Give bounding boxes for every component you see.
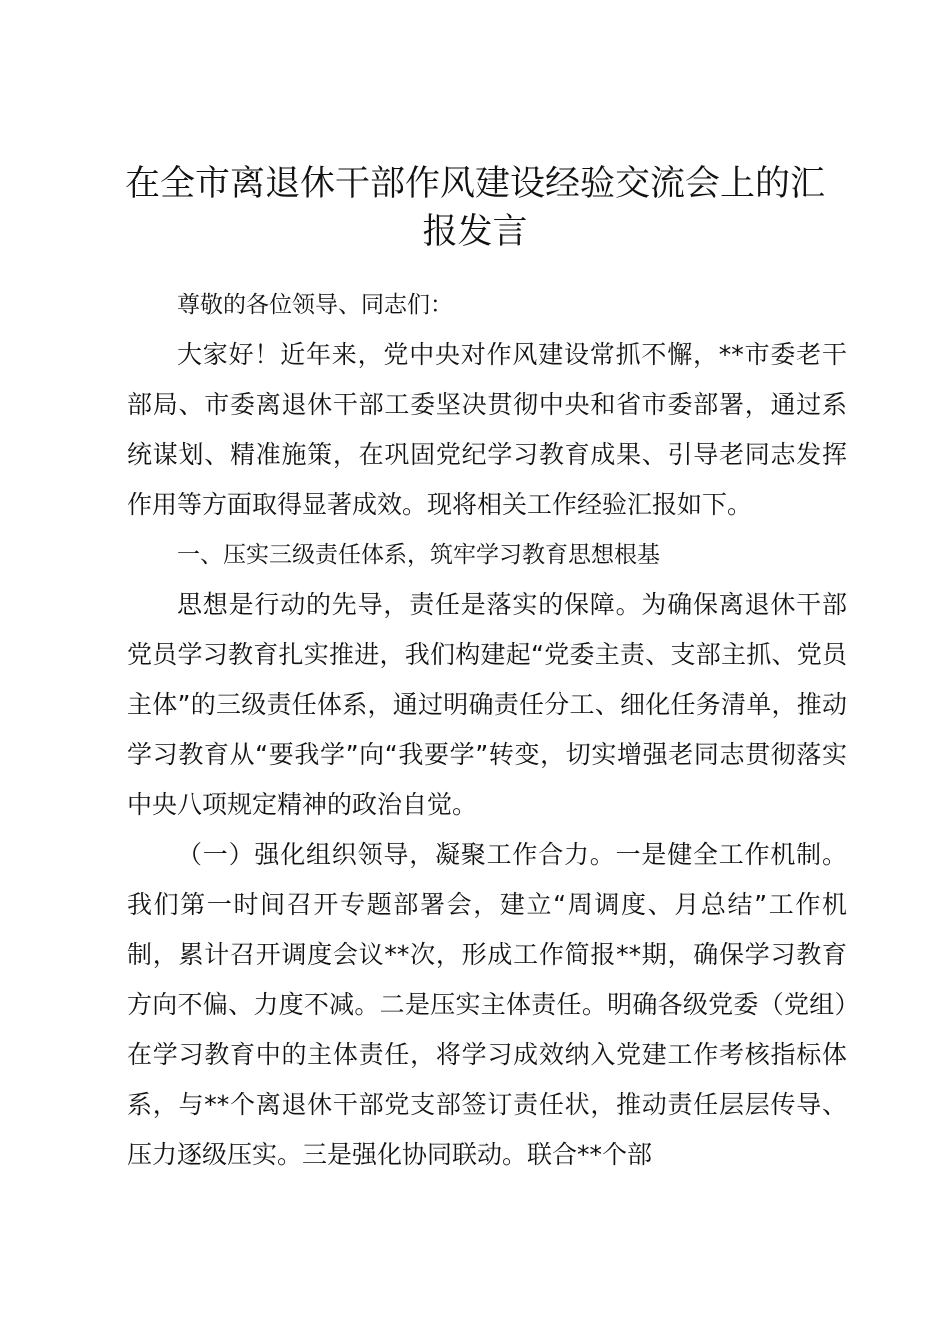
- section-heading: 一、压实三级责任体系，筑牢学习教育思想根基: [177, 542, 660, 568]
- opening-paragraph: 大家好！近年来，党中央对作风建设常抓不懈，**市委老干部局、市委离退休干部工委坚决贯彻中央和省市委部署，通过系统谋划、精准施策，在巩固党纪学习教育成果、引导老同志发挥作用等方面取得显著成效。现将相关工作经验汇报如下。: [127, 340, 847, 519]
- document-body: [127, 280, 847, 1180]
- salutation-paragraph: 尊敬的各位领导、同志们：: [177, 292, 453, 318]
- section-intro-paragraph: 思想是行动的先导，责任是落实的保障。为确保离退休干部党员学习教育扎实推进，我们构建起“党委主责、支部主抓、党员主体”的三级责任体系，通过明确责任分工、细化任务清单，推动学习教育从“要我学”向“我要学”转变，切实增强老同志贯彻落实中央八项规定精神的政治自觉。: [127, 590, 847, 819]
- subsection-paragraph: （一）强化组织领导，凝聚工作合力。一是健全工作机制。我们第一时间召开专题部署会，建立“周调度、月总结”工作机制，累计召开调度会议**次，形成工作简报**期，确保学习教育方向不偏、力度不减。二是压实主体责任。明确各级党委（党组）在学习教育中的主体责任，将学习成效纳入党建工作考核指标体系，与**个离退休干部党支部签订责任状，推动责任层层传导、压力逐级压实。三是强化协同联动。联合**个部: [127, 840, 847, 1169]
- document-title: 在全市离退休干部作风建设经验交流会上的汇报发言: [124, 164, 825, 252]
